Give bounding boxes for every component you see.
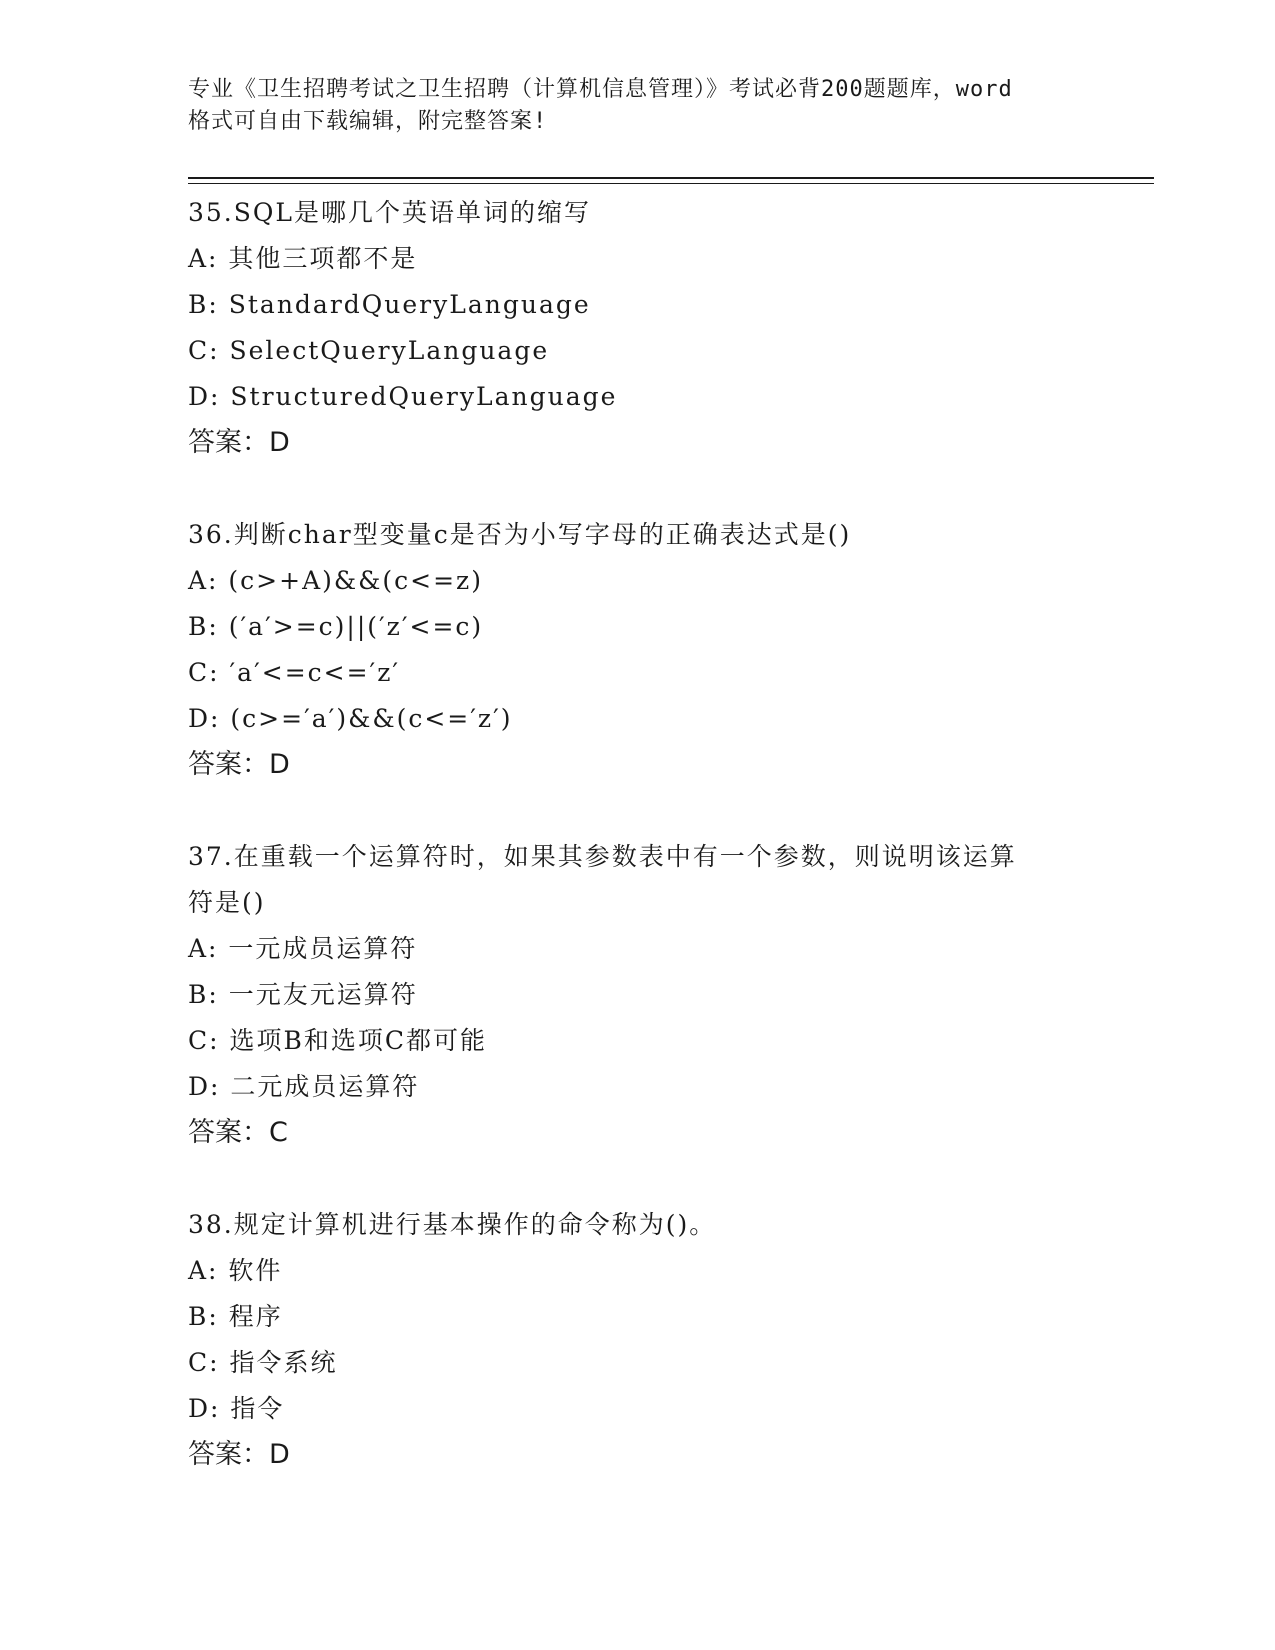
- answer-line: 答案：D: [188, 749, 290, 780]
- header-line-2: 格式可自由下载编辑，附完整答案!: [188, 109, 548, 134]
- option-c: C: ′a′<=c<=′z′: [188, 658, 401, 687]
- option-c: C: 指令系统: [188, 1348, 338, 1377]
- answer-line: 答案：C: [188, 1117, 288, 1148]
- question-text-line-2: 符是(): [188, 888, 266, 917]
- document-header: [188, 74, 1088, 138]
- header-divider-thick: [188, 177, 1154, 179]
- option-b: B: 一元友元运算符: [188, 980, 418, 1009]
- question-36: [188, 512, 1088, 788]
- question-text: 36.判断char型变量c是否为小写字母的正确表达式是(): [188, 520, 852, 549]
- answer-line: 答案：D: [188, 427, 290, 458]
- question-spacer: [188, 788, 1088, 834]
- question-text: 38.规定计算机进行基本操作的命令称为()。: [188, 1210, 717, 1239]
- question-text-line-1: 37.在重载一个运算符时，如果其参数表中有一个参数，则说明该运算: [188, 842, 1017, 871]
- option-b: B: StandardQueryLanguage: [188, 290, 591, 319]
- option-a: A: 软件: [188, 1256, 283, 1285]
- option-a: A: 一元成员运算符: [188, 934, 418, 963]
- option-b: B: 程序: [188, 1302, 283, 1331]
- question-37: [188, 834, 1088, 1156]
- answer-line: 答案：D: [188, 1439, 290, 1470]
- option-a: A: 其他三项都不是: [188, 244, 418, 273]
- question-38: [188, 1202, 1088, 1478]
- option-a: A: (c>+A)&&(c<=z): [188, 566, 483, 595]
- option-d: D: 二元成员运算符: [188, 1072, 420, 1101]
- question-spacer: [188, 466, 1088, 512]
- option-c: C: SelectQueryLanguage: [188, 336, 550, 365]
- question-35: [188, 190, 1088, 466]
- header-divider-thin: [188, 183, 1154, 184]
- question-text: 35.SQL是哪几个英语单词的缩写: [188, 198, 591, 227]
- option-c: C: 选项B和选项C都可能: [188, 1026, 487, 1055]
- question-spacer: [188, 1156, 1088, 1202]
- option-d: D: (c>=′a′)&&(c<=′z′): [188, 704, 513, 733]
- option-d: D: StructuredQueryLanguage: [188, 382, 618, 411]
- option-d: D: 指令: [188, 1394, 285, 1423]
- header-line-1: 专业《卫生招聘考试之卫生招聘（计算机信息管理）》考试必背200题题库，word: [188, 77, 1013, 102]
- question-list: [188, 190, 1088, 1478]
- option-b: B: (′a′>=c)||(′z′<=c): [188, 612, 484, 641]
